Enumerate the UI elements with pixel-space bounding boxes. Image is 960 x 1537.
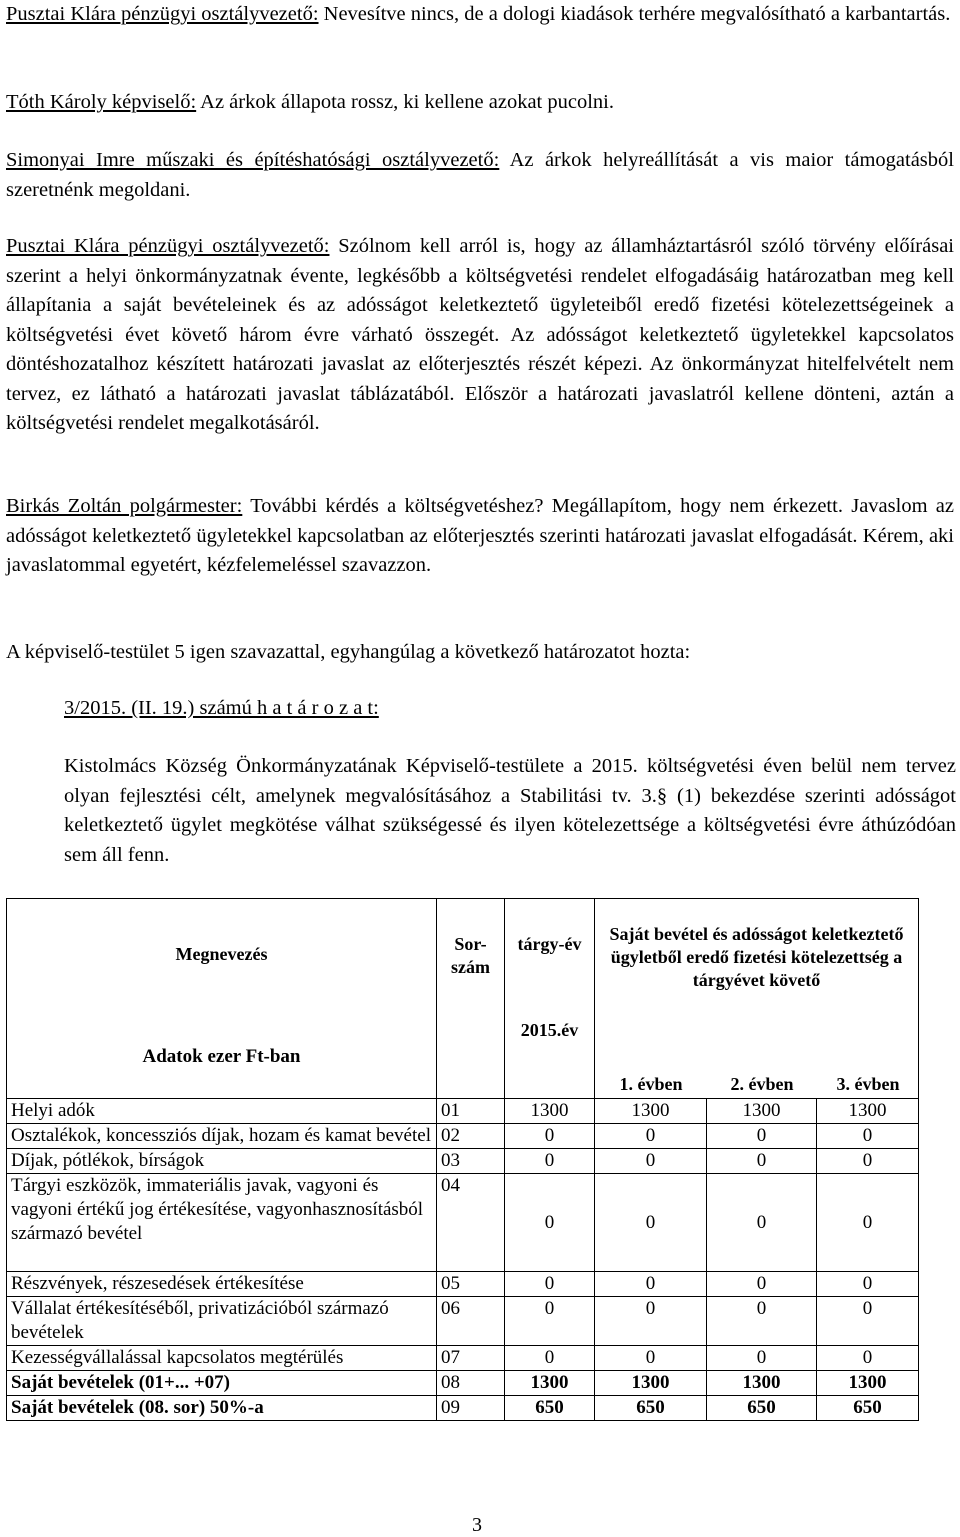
table-row-half: Saját bevételek (08. sor) 50%-a 09 650 650 650 650 <box>7 1396 919 1421</box>
table-row: Osztalékok, koncessziós díjak, hozam és kamat bevétel 02 0 0 0 0 <box>7 1124 919 1149</box>
header-sor: Sor-szám <box>451 934 490 977</box>
header-name: Megnevezés <box>175 944 268 964</box>
page-number: 3 <box>472 1514 482 1536</box>
header-own-cell <box>595 899 919 1099</box>
table-row: Részvények, részesedések értékesítése 05 0 0 0 0 <box>7 1272 919 1297</box>
header-name-cell <box>7 899 437 1099</box>
header-units: Adatok ezer Ft-ban <box>142 1046 301 1067</box>
header-year-2: 2. évben <box>730 1074 794 1094</box>
resolution-title: 3/2015. (II. 19.) számú h a t á r o z a t: <box>64 697 379 719</box>
paragraph-4: Pusztai Klára pénzügyi osztályvezető: Szólnom kell arról is, hogy az államháztartásról szóló törvény előírásai szerint a helyi önkormányzatnak évente, legkésőbb a költségvetési rendelet elfogadásáig határozatban meg kell állapítania a saját bevételeinek és az adósságot keletkeztető ügyleteiből eredő fizetési kötelezettségeinek a költségvetési évet követő három évre várható összegét. Az adósságot keletkeztető ügyletekkel kapcsolatos döntéshozatalhoz készített határozati javaslat az előterjesztés részét képezi. Az önkormányzat hitelfelvételt nem tervez, ez látható a határozati javaslat táblázatából. Először a határozati javaslatról kellene dönteni, aztán a költségvetési rendelet megalkotásáról. <box>6 235 955 434</box>
paragraph-3: Simonyai Imre műszaki és építéshatósági osztályvezető: Az árkok helyreállítását a vis maior támogatásból szeretnénk megoldani. <box>6 149 954 201</box>
speaker: Simonyai Imre műszaki és építéshatósági osztályvezető: <box>6 149 500 171</box>
table-row: Kezességvállalással kapcsolatos megtérülés 07 0 0 0 0 <box>7 1346 919 1371</box>
header-sor-cell <box>437 899 505 1099</box>
resolution-text: Kistolmács Község Önkormányzatának Képviselő-testülete a 2015. költségvetési éven belül nem tervez olyan fejlesztési célt, amelynek megvalósításához a Stabilitási tv. 3.§ (1) bekezdése szerinti adósságot keletkeztető ügylet megkötése válhat szükségessé és ilyen kötelezettsége a költségvetési évre áthúzódóan sem áll fenn. <box>64 755 956 866</box>
speaker: Tóth Károly képviselő: <box>6 91 197 113</box>
table-row: Tárgyi eszközök, immateriális javak, vagyoni és vagyoni értékű jog értékesítése, vagyonhasznosításból származó bevétel 04 0 0 0 0 <box>7 1174 919 1272</box>
header-year-1: 1. évben <box>619 1074 683 1094</box>
header-targy-cell <box>505 899 595 1099</box>
table-row-total: Saját bevételek (01+... +07) 08 1300 1300 1300 1300 <box>7 1371 919 1396</box>
revenue-table <box>6 898 919 1421</box>
table-row: Helyi adók 01 1300 1300 1300 1300 <box>7 1099 919 1124</box>
header-targy: tárgy-év <box>517 934 582 954</box>
paragraph-1: Pusztai Klára pénzügyi osztályvezető: Nevesítve nincs, de a dologi kiadások terhére megvalósítható a karbantartás. <box>6 3 951 25</box>
table-row: Díjak, pótlékok, bírságok 03 0 0 0 0 <box>7 1149 919 1174</box>
table-row: Vállalat értékesítéséből, privatizációból származó bevételek 06 0 0 0 0 <box>7 1297 919 1346</box>
header-year-3: 3. évben <box>836 1074 900 1094</box>
header-targy-year: 2015.év <box>520 1020 579 1040</box>
vote-line: A képviselő-testület 5 igen szavazattal, egyhangúlag a következő határozatot hozta: <box>6 641 691 663</box>
speaker: Pusztai Klára pénzügyi osztályvezető: <box>6 3 319 25</box>
paragraph-5: Birkás Zoltán polgármester: További kérdés a költségvetéshez? Megállapítom, hogy nem érkezett. Javaslom az adósságot keletkeztető ügyletekkel kapcsolatban az előterjesztés szerinti határozati javaslat elfogadását. Kérem, aki javaslatommal egyetért, kézfelemeléssel szavazzon. <box>6 495 955 576</box>
speaker: Pusztai Klára pénzügyi osztályvezető: <box>6 235 330 257</box>
speaker: Birkás Zoltán polgármester: <box>6 495 243 517</box>
header-own: Saját bevétel és adósságot keletkeztető ügyletből eredő fizetési kötelezettség a tárgyévet követő <box>609 924 904 990</box>
paragraph-2: Tóth Károly képviselő: Az árkok állapota rossz, ki kellene azokat pucolni. <box>6 91 614 113</box>
